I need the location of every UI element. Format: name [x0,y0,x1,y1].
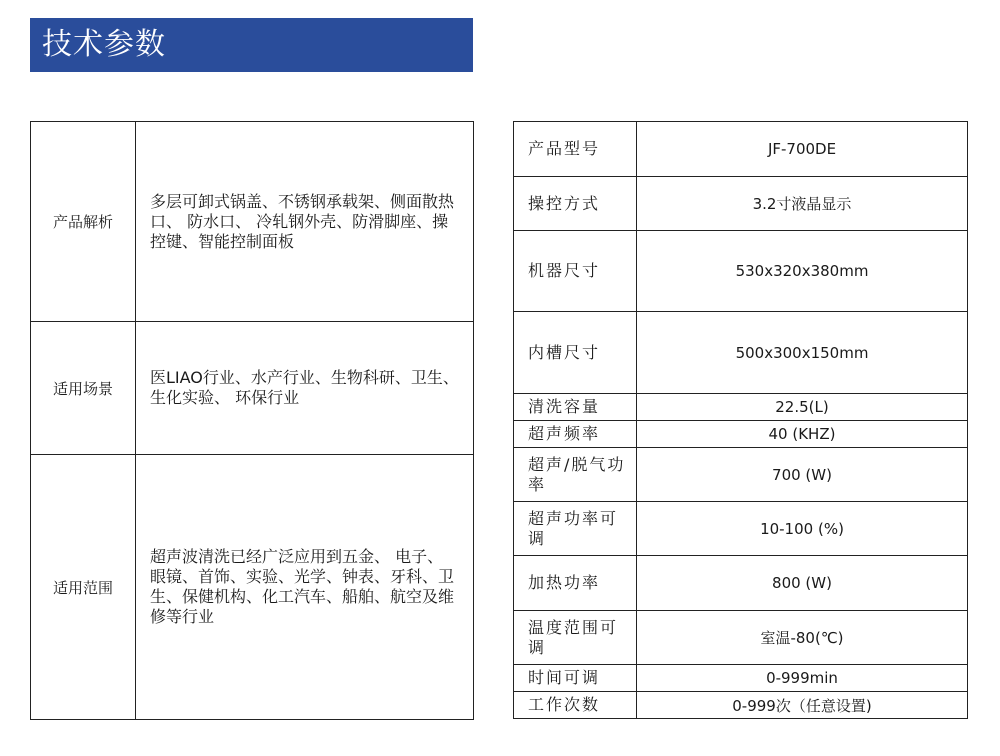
table-row [514,448,968,502]
product-analysis-table [30,121,474,720]
table-row [514,611,968,665]
spec-value: 0-999次（任意设置) [637,692,968,719]
spec-label: 超声/脱气功 率 [514,448,637,502]
table-row [514,394,968,421]
table-row [31,122,474,322]
row-label: 适用范围 [31,455,136,720]
spec-label: 清洗容量 [514,394,637,421]
spec-value: 40 (KHZ) [637,421,968,448]
table-row [514,231,968,312]
spec-value: 室温-80(℃) [637,611,968,665]
spec-label: 操控方式 [514,177,637,231]
spec-value: 500x300x150mm [637,312,968,394]
spec-label: 内槽尺寸 [514,312,637,394]
spec-label: 加热功率 [514,556,637,611]
spec-label: 产品型号 [514,122,637,177]
table-row [31,322,474,455]
row-label: 产品解析 [31,122,136,322]
spec-label: 时间可调 [514,665,637,692]
table-row [514,556,968,611]
spec-label: 工作次数 [514,692,637,719]
spec-value: 530x320x380mm [637,231,968,312]
spec-value: 700 (W) [637,448,968,502]
spec-label: 超声频率 [514,421,637,448]
spec-value: 800 (W) [637,556,968,611]
row-value: 多层可卸式锅盖、不锈钢承载架、侧面散热口、 防水口、 冷轧钢外壳、防滑脚座、操控键、智能控制面板 [136,122,474,322]
table-row [514,692,968,719]
table-row [514,502,968,556]
table-row [31,455,474,720]
table-row [514,665,968,692]
table-row [514,312,968,394]
table-row [514,122,968,177]
spec-value: JF-700DE [637,122,968,177]
spec-label: 机器尺寸 [514,231,637,312]
spec-label: 温度范围可 调 [514,611,637,665]
row-value: 超声波清洗已经广泛应用到五金、 电子、 眼镜、首饰、实验、光学、钟表、牙科、卫生、保健机构、化工汽车、船舶、航空及维修等行业 [136,455,474,720]
table-row [514,177,968,231]
row-value: 医LIAO行业、水产行业、生物科研、卫生、生化实验、 环保行业 [136,322,474,455]
spec-value: 3.2寸液晶显示 [637,177,968,231]
spec-value: 0-999min [637,665,968,692]
spec-value: 22.5(L) [637,394,968,421]
row-label: 适用场景 [31,322,136,455]
table-row [514,421,968,448]
spec-table [513,121,968,719]
section-title: 技术参数 [30,18,473,72]
spec-value: 10-100 (%) [637,502,968,556]
spec-label: 超声功率可 调 [514,502,637,556]
